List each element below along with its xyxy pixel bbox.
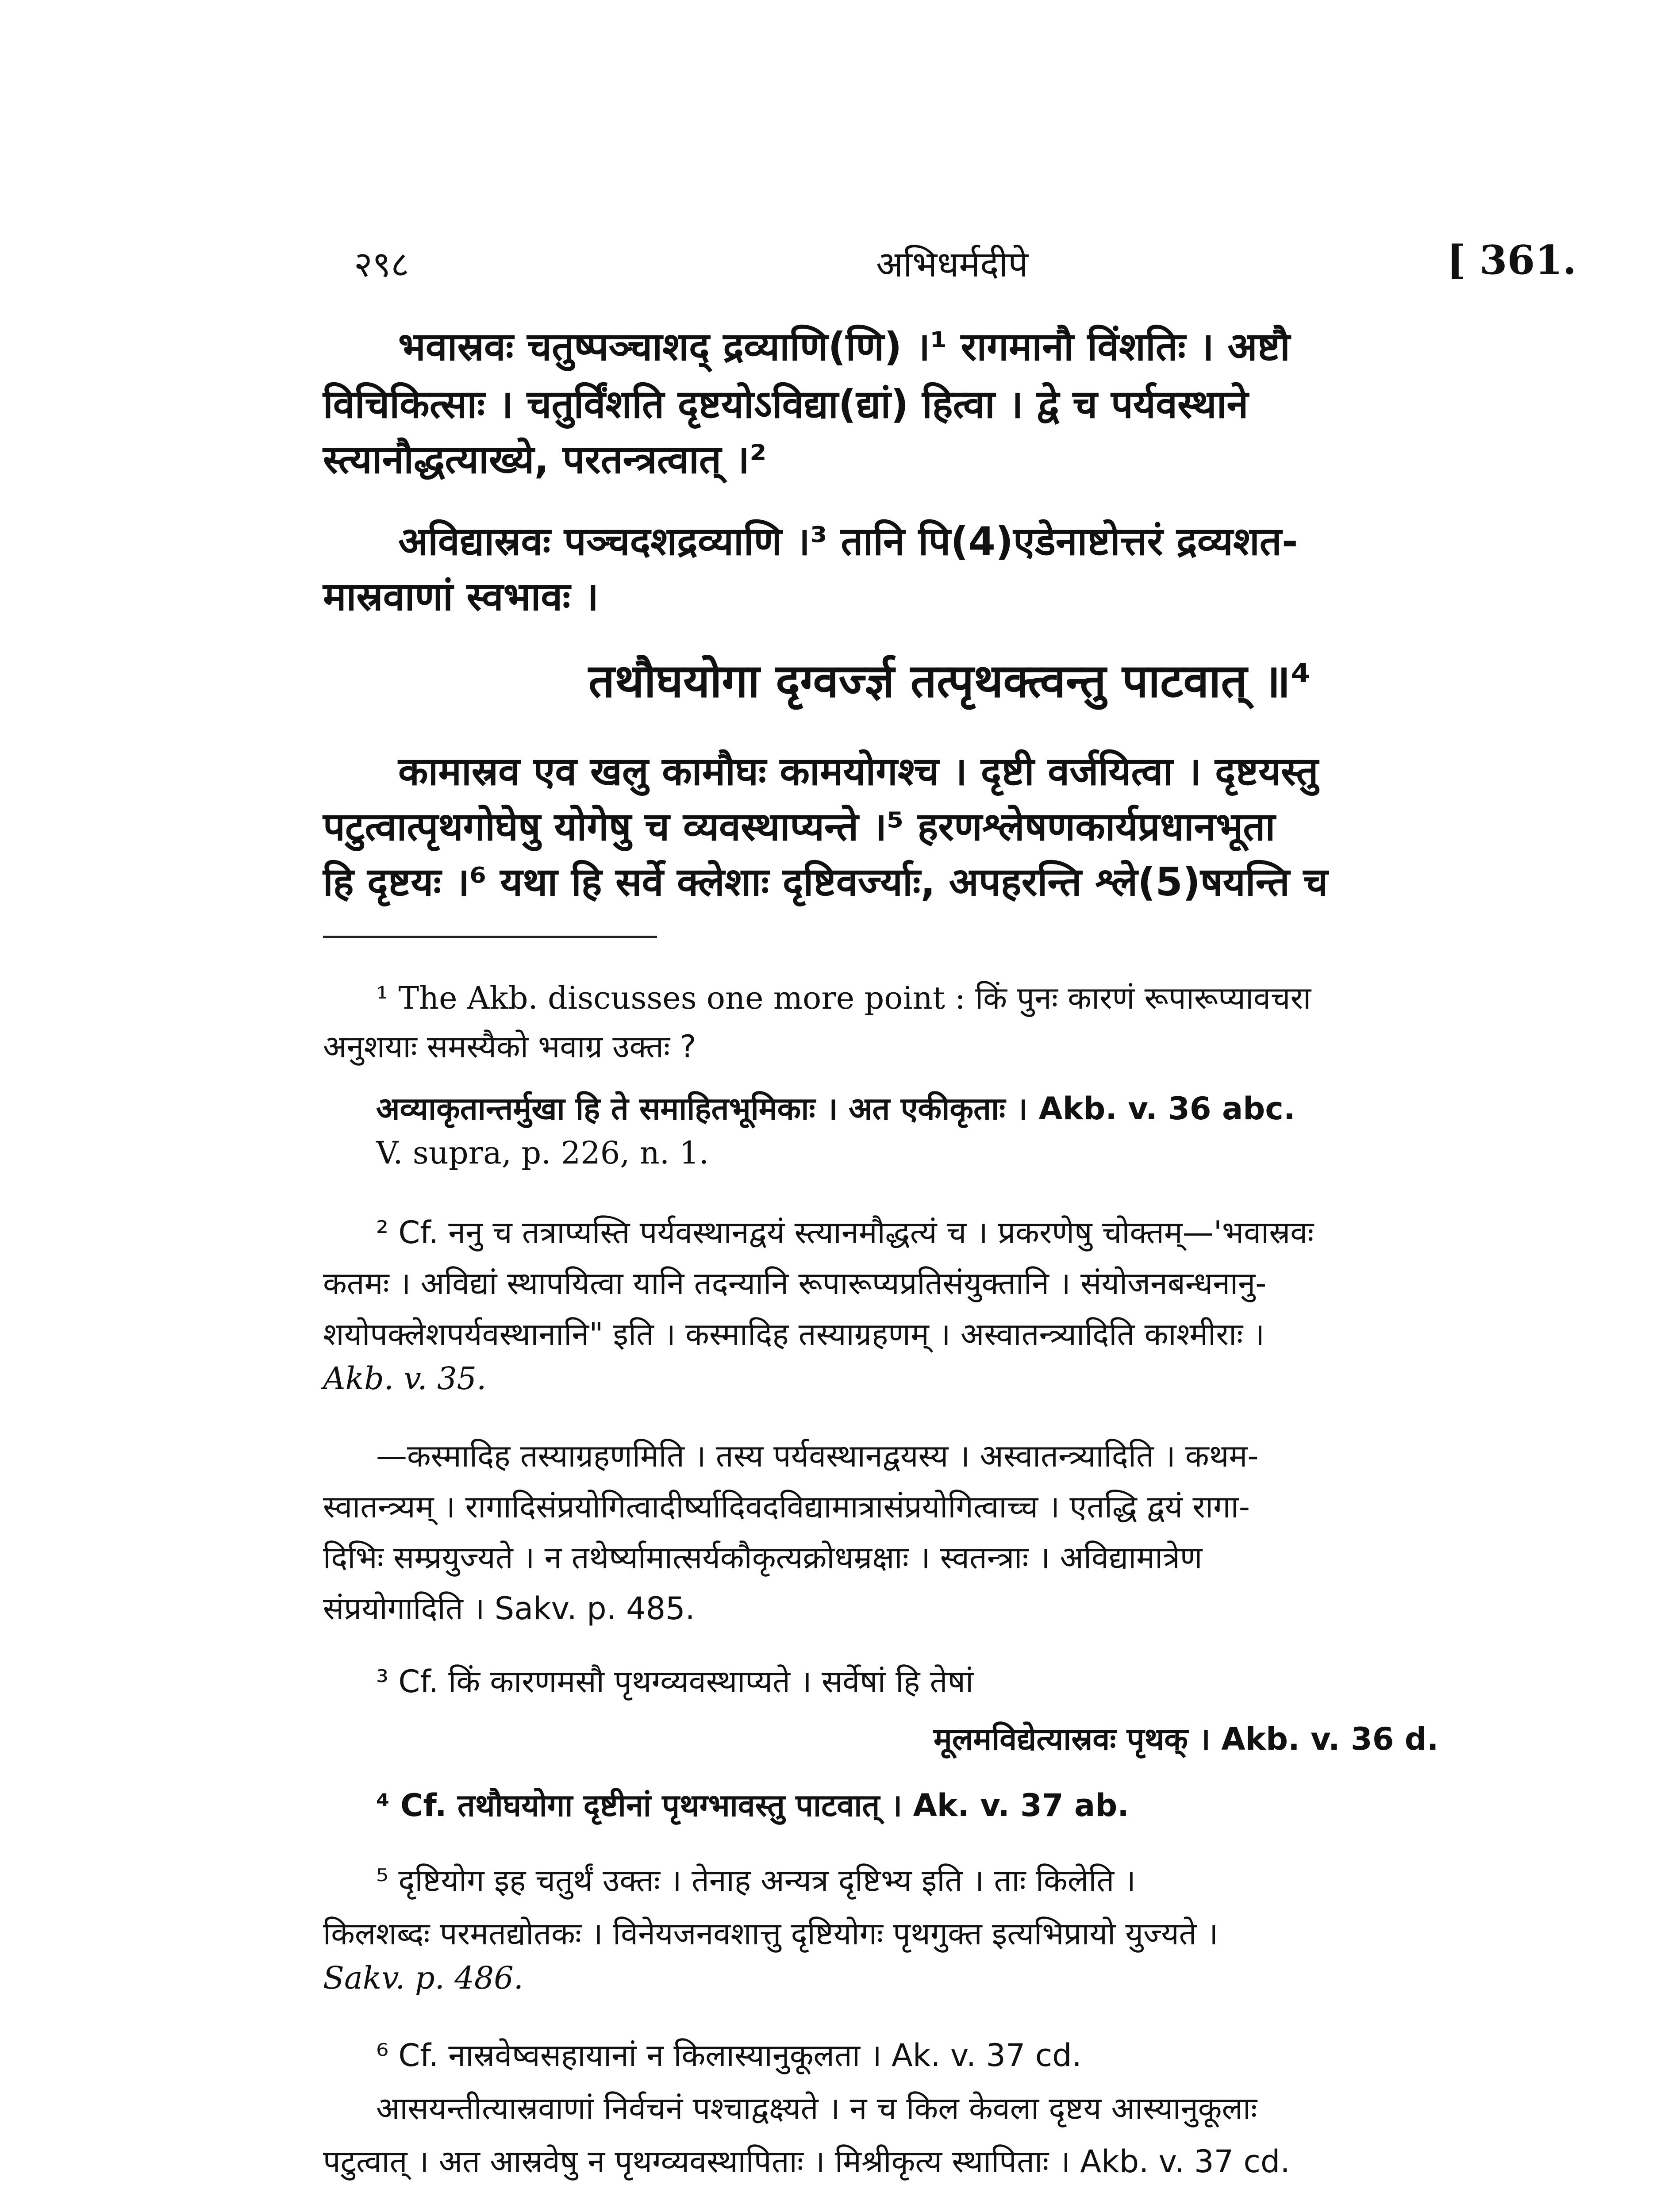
karika-verse: तथौघयोगा दृग्वर्ज्ज्ञ तत्पृथक्त्वन्तु पाटवात् ॥⁴ [588,654,1311,708]
main-text-line: हि दृष्टयः ।⁶ यथा हि सर्वे क्लेशाः दृष्टिवर्ज्याः, अपहरन्ति श्ले(5)षयन्ति च [323,859,1328,905]
footnote-line: आसयन्तीत्यास्रवाणां निर्वचनं पश्चाद्वक्ष्यते । न च किल केवला दृष्टय आस्यानुकूलाः [376,2090,1257,2127]
main-text-line: कामास्रव एव खलु कामौघः कामयोगश्च । दृष्टी वर्जयित्वा । दृष्टयस्तु [398,749,1318,794]
footnote-line [376,2210,1281,2212]
main-text-line: मास्रवाणां स्वभावः । [323,574,599,619]
footnote-line: ² Cf. ननु च तत्राप्यस्ति पर्यवस्थानद्वयं स्त्यानमौद्धत्यं च । प्रकरणेषु चोक्तम्—'भवास्रवः [376,1214,1314,1251]
main-text-line: स्त्यानौद्धत्याख्ये, परतन्त्रत्वात् ।² [323,437,767,482]
main-text-line: भवास्रवः चतुष्पञ्चाशद् द्रव्याणि(णि) ।¹ रागमानौ विंशतिः । अष्टौ [398,324,1290,369]
main-text-line: पटुत्वात्पृथगोघेषु योगेषु च व्यवस्थाप्यन्ते ।⁵ हरणश्लेषणकार्यप्रधानभूता [323,804,1276,849]
footnote-line: अनुशयाः समस्यैको भवाग्र उक्तः ? [323,1029,696,1065]
running-title: अभिधर्मदीपे [876,244,1028,285]
footnote-line: ¹ The Akb. discusses one more point : किं पुनः कारणं रूपारूप्यावचरा [376,980,1311,1016]
footnote-line: संप्रयोगादिति । Sakv. p. 485. [323,1590,695,1627]
footnote-line: ⁵ दृष्टियोग इह चतुर्थं उक्तः । तेनाह अन्यत्र दृष्टिभ्य इति । ताः किलेति । [376,1863,1136,1899]
footnote-line: किलशब्दः परमतद्योतकः । विनेयजनवशात्तु दृष्टियोगः पृथगुक्त इत्यभिप्रायो युज्यते । [323,1916,1218,1952]
footnote-line: दिभिः सम्प्रयुज्यते । न तथेर्ष्यामात्सर्यकौकृत्यक्रोधम्रक्षाः । स्वतन्त्राः । अविद्यामात्रेण [323,1540,1203,1576]
footnote-line: Sakv. p. 486. [323,1960,524,1996]
footnote-separator [323,936,657,938]
footnote-line: ³ Cf. किं कारणमसौ पृथग्व्यवस्थाप्यते । सर्वेषां हि तेषां [376,1663,974,1700]
footnote-line: शयोपक्लेशपर्यवस्थानानि" इति । कस्मादिह तस्याग्रहणम् । अस्वातन्त्र्यादिति काश्मीराः । [323,1316,1265,1352]
footnote-line: कतमः । अविद्यां स्थापयित्वा यानि तदन्यानि रूपारूप्यप्रतिसंयुक्तानि । संयोजनबन्धनानु- [323,1265,1267,1302]
footnote-line: V. supra, p. 226, n. 1. [376,1135,709,1171]
footnote-line: मूलमविद्येत्यास्रवः पृथक् । Akb. v. 36 d. [934,1721,1439,1757]
footnote-line: अव्याकृतान्तर्मुखा हि ते समाहितभूमिकाः । अत एकीकृताः । Akb. v. 36 abc. [376,1091,1295,1127]
footnote-line: स्वातन्त्र्यम् । रागादिसंप्रयोगित्वादीर्ष्यादिवदविद्यामात्रासंप्रयोगित्वाच्च । एतद्धि द्वयं रागा- [323,1489,1250,1525]
page-number: २९८ [354,244,409,285]
section-number: [ 361. [1447,237,1577,284]
footnote-line: ⁶ Cf. नास्रवेष्वसहायानां न किलास्यानुकूलता । Ak. v. 37 cd. [376,2037,1082,2074]
footnote-line: ⁴ Cf. तथौघयोगा दृष्टीनां पृथग्भावस्तु पाटवात् । Ak. v. 37 ab. [376,1787,1129,1824]
footnote-line: —कस्मादिह तस्याग्रहणमिति । तस्य पर्यवस्थानद्वयस्य । अस्वातन्त्र्यादिति । कथम- [376,1438,1259,1474]
footnote-line: Akb. v. 35. [323,1360,487,1397]
main-text-line: विचिकित्साः । चतुर्विंशति दृष्टयोऽविद्या(द्यां) हित्वा । द्वे च पर्यवस्थाने [323,381,1249,427]
footnote-line: पटुत्वात् । अत आस्रवेषु न पृथग्व्यवस्थापिताः । मिश्रीकृत्य स्थापिताः । Akb. v. 37 cd. [323,2143,1290,2180]
main-text-line: अविद्यास्रवः पञ्चदशद्रव्याणि ।³ तानि पि(4)एडेनाष्टोत्तरं द्रव्यशत- [398,518,1298,564]
